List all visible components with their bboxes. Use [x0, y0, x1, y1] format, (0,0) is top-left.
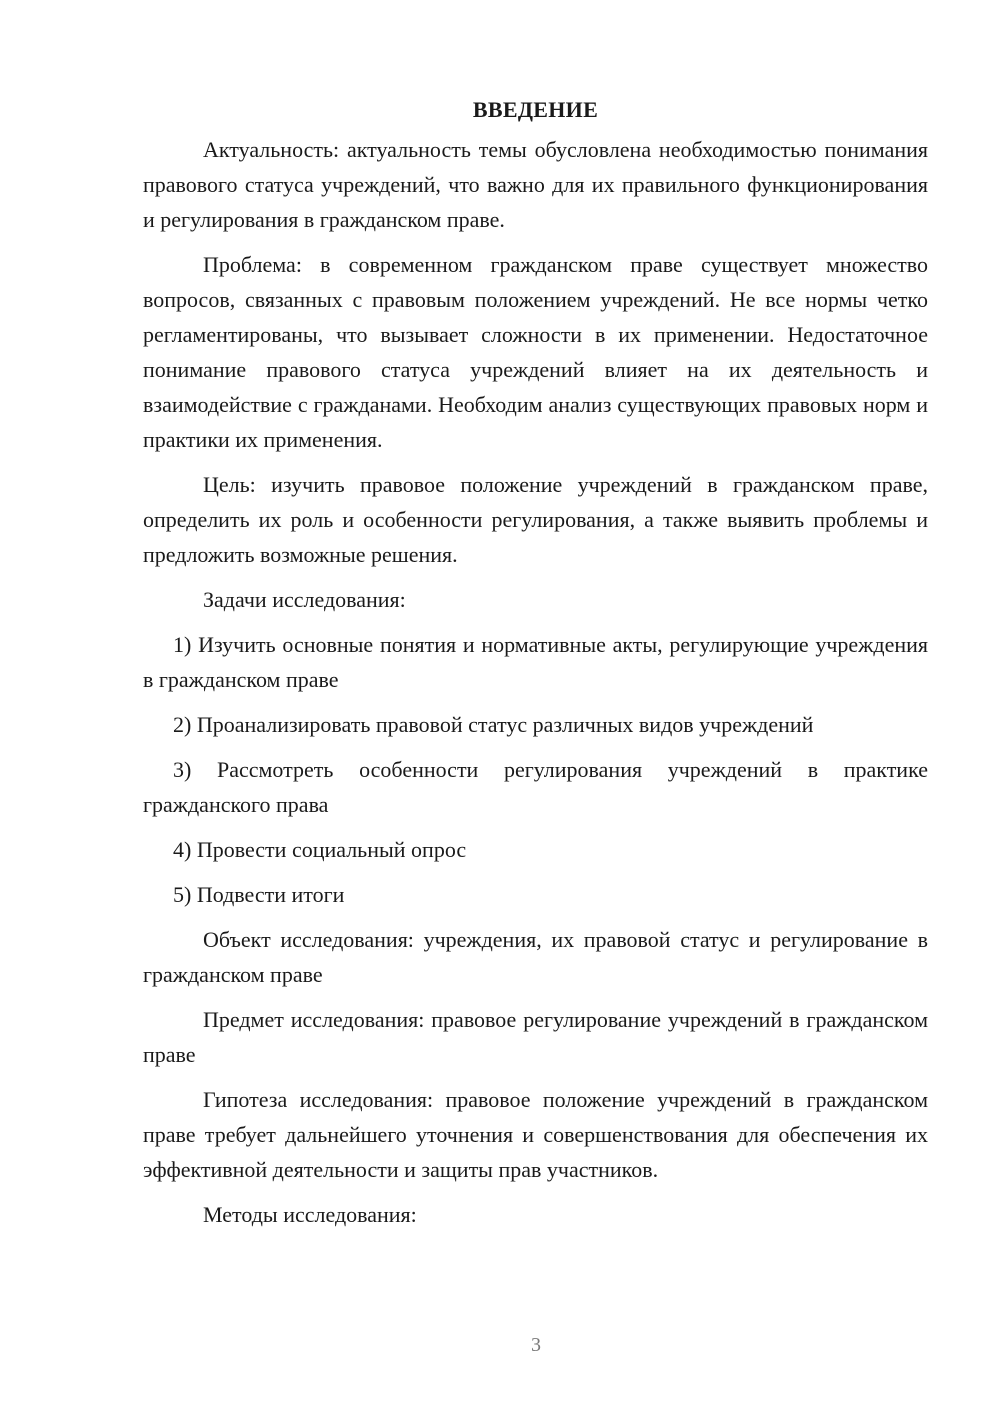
problem-paragraph: Проблема: в современном гражданском праве существует множество вопросов, связанных с правовым положением учреждений. Не все нормы четко регламентированы, что вызывает сложности в их применении. Недостаточное понимание правового статуса учреждений влияет на их деятельность и взаимодействие с гражданами. Необходим анализ существующих правовых норм и практики их применения.	[143, 252, 928, 452]
tasks-heading: Задачи исследования:	[203, 587, 406, 612]
page-number: 3	[531, 1334, 541, 1356]
methods-heading: Методы исследования:	[203, 1202, 417, 1227]
task-item-1: 1) Изучить основные понятия и нормативные акты, регулирующие учреждения в гражданском праве	[143, 632, 928, 692]
hypothesis-paragraph: Гипотеза исследования: правовое положение учреждений в гражданском праве требует дальнейшего уточнения и совершенствования для обеспечения их эффективной деятельности и защиты прав участников.	[143, 1087, 928, 1182]
task-item-2: 2) Проанализировать правовой статус различных видов учреждений	[173, 712, 814, 737]
page-content	[143, 92, 928, 1242]
task-item-5: 5) Подвести итоги	[173, 882, 345, 907]
task-item-4: 4) Провести социальный опрос	[173, 837, 467, 862]
goal-paragraph: Цель: изучить правовое положение учреждений в гражданском праве, определить их роль и особенности регулирования, а также выявить проблемы и предложить возможные решения.	[143, 472, 928, 567]
relevance-paragraph: Актуальность: актуальность темы обусловлена необходимостью понимания правового статуса учреждений, что важно для их правильного функционирования и регулирования в гражданском праве.	[143, 137, 928, 232]
subject-paragraph: Предмет исследования: правовое регулирование учреждений в гражданском праве	[143, 1007, 928, 1067]
object-paragraph: Объект исследования: учреждения, их правовой статус и регулирование в гражданском праве	[143, 927, 928, 987]
section-heading: ВВЕДЕНИЕ	[472, 97, 599, 122]
task-item-3: 3) Рассмотреть особенности регулирования учреждений в практике гражданского права	[143, 757, 928, 817]
